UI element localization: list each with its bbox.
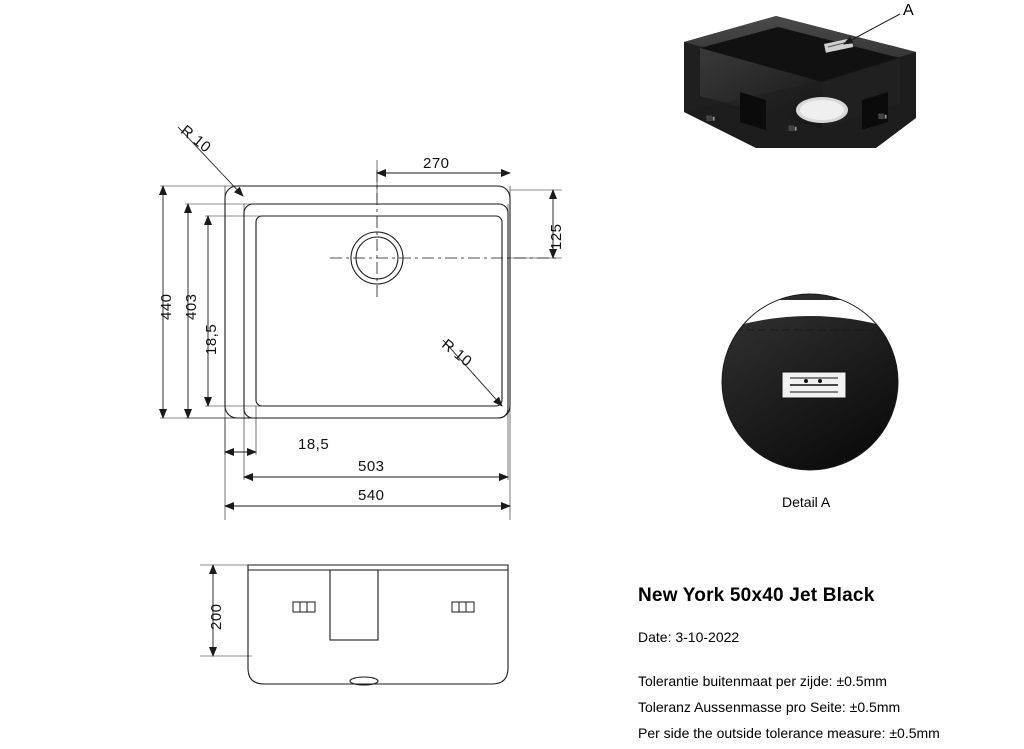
drawing-date: Date: 3-10-2022 [638,629,740,645]
isometric-sink [684,14,916,148]
dim-radius-bottom-right: R 10 [438,336,476,371]
dimension-lines [163,127,553,506]
dim-flange-left: 18,5 [298,436,330,453]
svg-text:⬛▮: ⬛▮ [878,114,887,120]
dim-drain-offset-y: 125 [548,223,565,250]
top-view-geometry [225,186,510,418]
dim-drain-offset-x: 270 [423,155,450,172]
tolerance-nl: Tolerantie buitenmaat per zijde: ±0.5mm [638,673,887,689]
title-block [638,585,1018,749]
svg-text:⬛▮: ⬛▮ [706,116,715,122]
callout-a-label: A [903,2,914,19]
detail-a-caption: Detail A [782,494,831,510]
product-title: New York 50x40 Jet Black [638,585,875,606]
tolerance-en: Per side the outside tolerance measure: ±0.5mm [638,725,940,741]
dim-flange-top: 18,5 [203,323,220,355]
tolerance-de: Toleranz Aussenmasse pro Seite: ±0.5mm [638,699,901,715]
dim-overall-height: 440 [158,293,175,320]
dim-inner-height: 403 [183,293,200,320]
detail-a-geometry [722,294,898,470]
dim-overall-width: 540 [358,487,385,504]
front-view-geometry [248,565,508,685]
dim-front-depth: 200 [208,603,225,630]
dim-radius-top-left: R 10 [177,122,215,157]
svg-text:⬛▮: ⬛▮ [788,126,797,132]
dim-inner-width: 503 [358,458,385,475]
